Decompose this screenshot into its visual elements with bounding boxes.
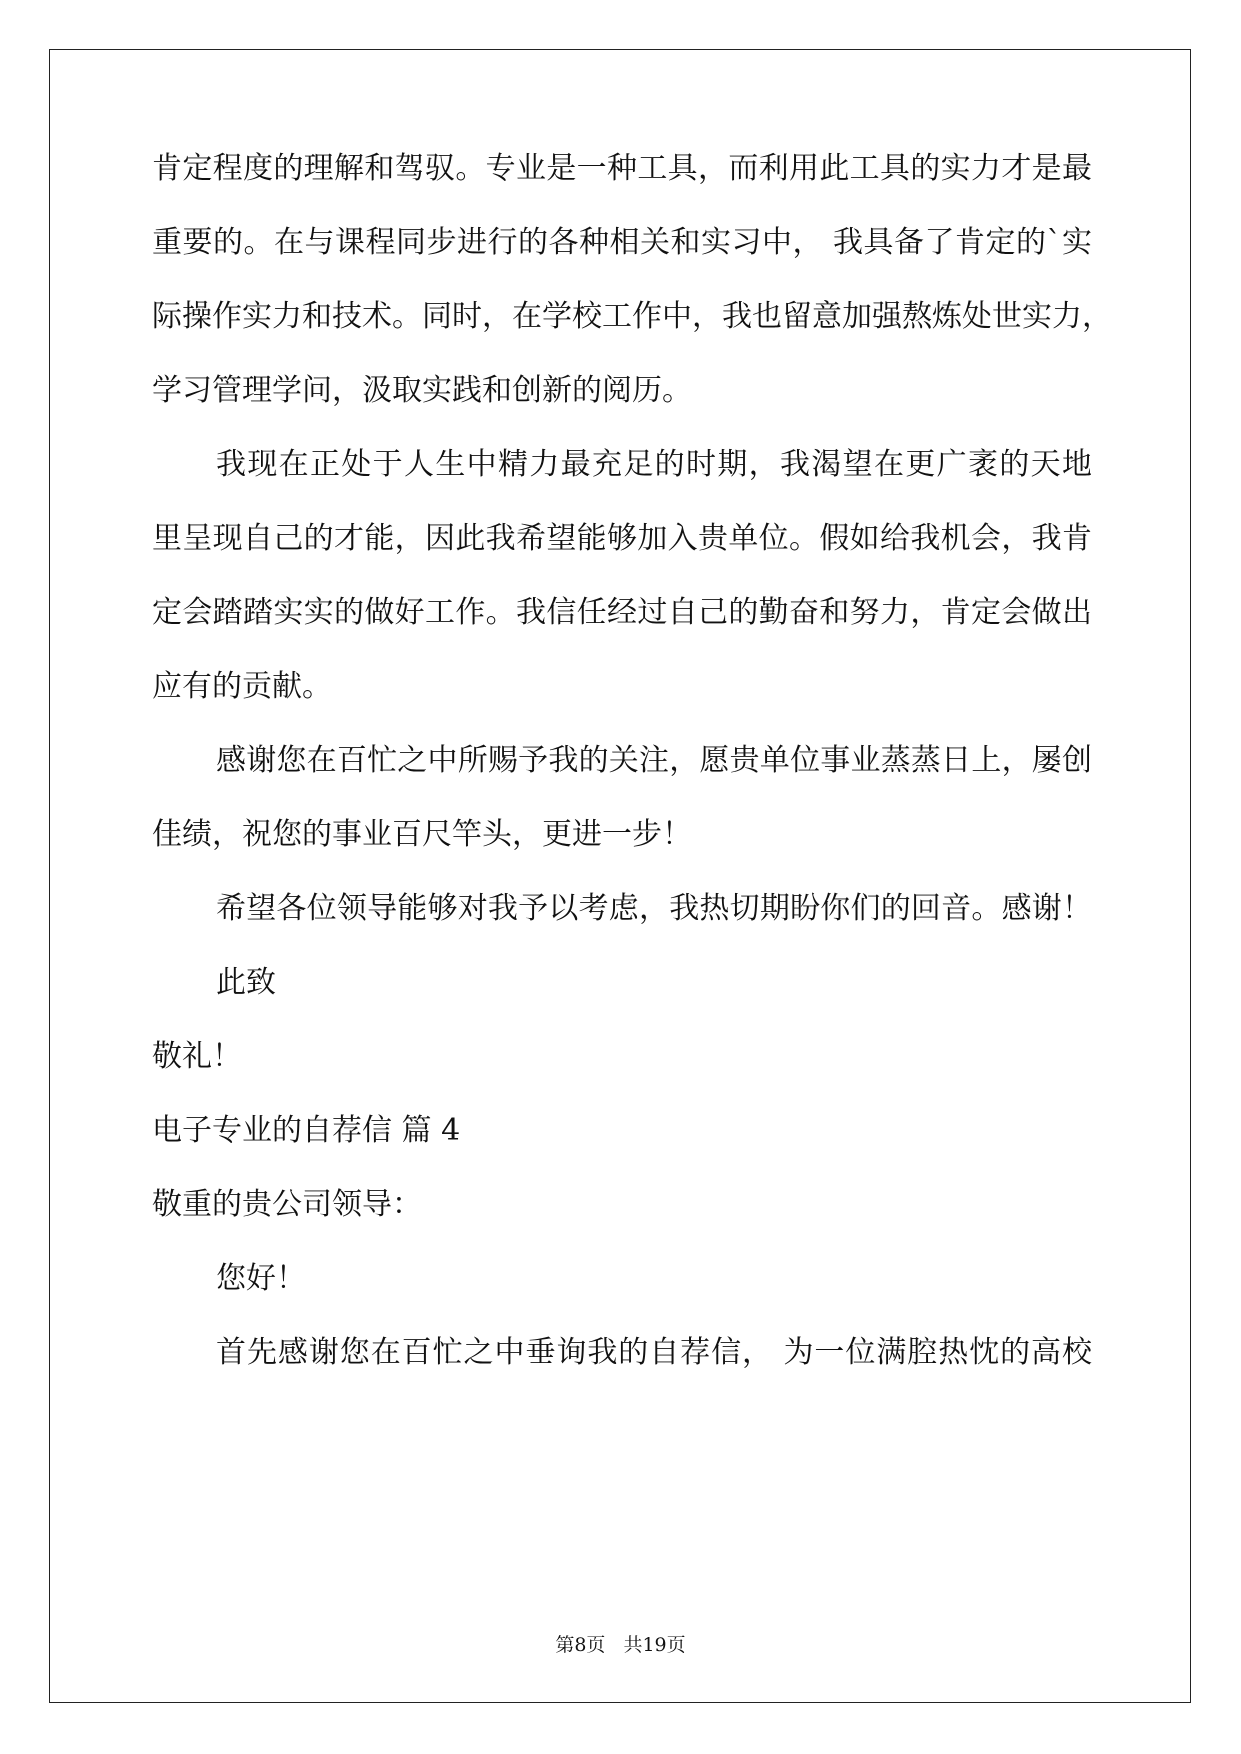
- text-line: 应有的贡献。: [152, 669, 332, 704]
- closing-salutation: 此致: [216, 965, 276, 1000]
- closing-regards: 敬礼！: [152, 1039, 242, 1074]
- page-number: 第8页: [555, 1634, 606, 1656]
- text-line: 里呈现自己的才能，因此我希望能够加入贵单位。假如给我机会，我肯: [152, 521, 1092, 556]
- text-line: 际操作实力和技术。同时，在学校工作中，我也留意加强熬炼处世实力，: [152, 299, 1112, 334]
- text-line: 肯定程度的理解和驾驭。专业是一种工具，而利用此工具的实力才是最: [152, 151, 1092, 186]
- section-heading: 电子专业的自荐信 篇 4: [152, 1113, 461, 1148]
- text-line: 首先感谢您在百忙之中垂询我的自荐信， 为一位满腔热忱的高校: [216, 1335, 1092, 1370]
- text-line: 感谢您在百忙之中所赐予我的关注，愿贵单位事业蒸蒸日上，屡创: [216, 743, 1092, 778]
- text-line: 学习管理学问，汲取实践和创新的阅历。: [152, 373, 692, 408]
- greeting-recipient: 敬重的贵公司领导：: [152, 1187, 422, 1222]
- page-footer: [0, 1630, 1241, 1657]
- text-line: 希望各位领导能够对我予以考虑，我热切期盼你们的回音。感谢！: [216, 891, 1092, 926]
- text-line: 重要的。在与课程同步进行的各种相关和实习中， 我具备了肯定的`实: [152, 225, 1092, 260]
- text-line: 我现在正处于人生中精力最充足的时期，我渴望在更广袤的天地: [216, 447, 1092, 482]
- greeting: 您好！: [216, 1261, 306, 1296]
- text-line: 佳绩，祝您的事业百尺竿头，更进一步！: [152, 817, 692, 852]
- page-total: 共19页: [623, 1634, 686, 1656]
- text-line: 定会踏踏实实的做好工作。我信任经过自己的勤奋和努力，肯定会做出: [152, 595, 1092, 630]
